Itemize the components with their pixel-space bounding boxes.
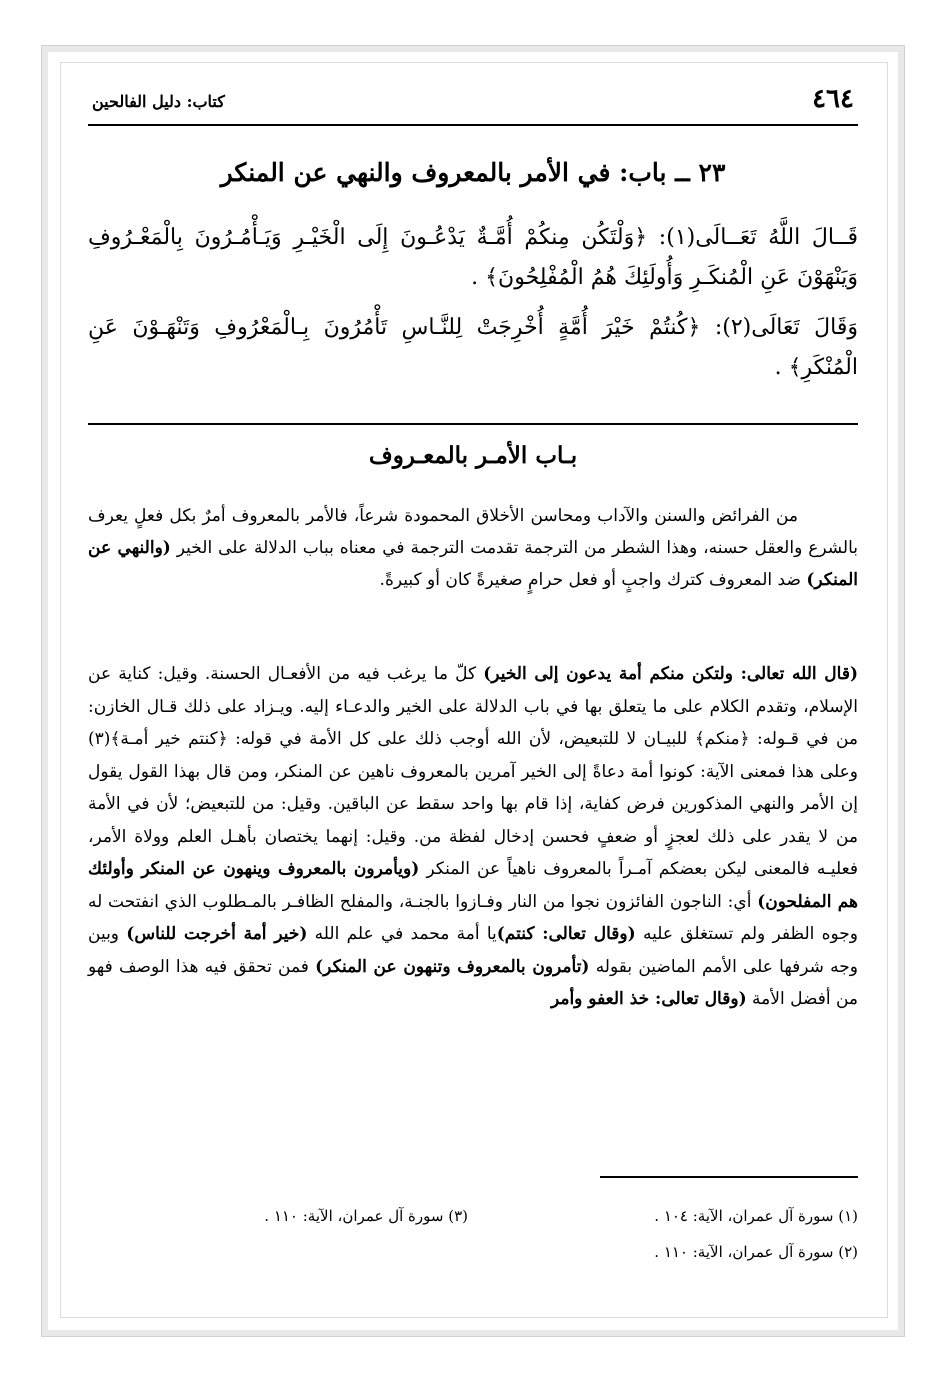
commentary-text-3: يا أمة محمد في علم الله	[314, 924, 497, 944]
page-number: ٤٦٤	[812, 84, 854, 114]
footnote-row	[88, 1234, 858, 1270]
intro-bold: (والنهي عن المنكر)	[88, 538, 858, 590]
quran-verse-2: وَقَالَ تَعَالَى(٢): ﴿كُنتُمْ خَيْرَ أُمَّةٍ أُخْرِجَتْ لِلنَّـاسِ تَأْمُرُونَ بِـالْمَعْرُوفِ وَتَنْهَـوْنَ عَنِ الْمُنْكَرِ﴾ .	[88, 315, 858, 380]
intro-paragraph	[88, 500, 858, 596]
footnotes	[88, 1198, 858, 1270]
chapter-title: ٢٣ ــ باب: في الأمر بالمعروف والنهي عن المنكر	[220, 158, 726, 187]
footnote-1: (١) سورة آل عمران، الآية: ١٠٤ .	[654, 1207, 858, 1225]
commentary-bold-3: (وقال تعالى: كنتم)	[496, 924, 636, 944]
commentary-text-5: فمن تحقق فيه هذا الوصف فهو من أفضل الأمة	[88, 956, 858, 1009]
intro-text-1: من الفرائض والسنن والآداب ومحاسن الأخلاق المحمودة شرعاً، فالأمر بالمعروف أمرٌ بكل فعلٍ يعرف بالشرع والعقل حسنه، وهذا الشطر من الترجمة تقدمت الترجمة في معناه بباب الدلالة على الخير	[88, 506, 859, 558]
commentary-paragraph	[88, 658, 858, 1016]
commentary-text-4: وبين وجه شرفها على الأمم الماضين بقوله	[88, 924, 858, 977]
footnote-divider	[600, 1176, 858, 1178]
commentary-text-1: كلّ ما يرغب فيه من الأفعـال الحسنة. وقيل: كناية عن الإسلام، وتقدم الكلام على ما يتعلق بها في باب الدلالة على الخير والدعـاء إليه. ويـزاد على ذلك قـال الخازن: من في قـوله: ﴿منكم﴾ للبيـان لا للتبعيض، لأن الله أوجب ذلك على كل الأمة في قوله: ﴿كنتم خير أمـة﴾(٣) وعلى هذا فمعنى الآية: كونوا أمة دعاةً إلى الخير آمرين بالمعروف ناهين عن المنكر، ومن قال بهذا القول يقول إن الأمر والنهي المذكورين فرض كفاية، إذا قام بها واحد سقط عن الباقين. وقيل: من للتبعيض؛ لأن في الأمة من لا يقدر على ذلك لعجزٍ أو ضعفٍ فحسن إدخال لفظة من. وقيل: إنهما يختصان بأهـل العلم وولاة الأمر، فعليـه فالمعنى ليكن بعضكم آمـراً بالمعروف ناهياً عن المنكر	[88, 664, 859, 879]
commentary-bold-4: (خير أمة أخرجت للناس)	[126, 924, 308, 944]
running-header	[88, 80, 858, 126]
footnote-2: (٢) سورة آل عمران، الآية: ١١٠ .	[654, 1243, 858, 1261]
commentary-bold-6: (وقال تعالى: خذ العفو وأمر	[550, 989, 747, 1009]
book-title: كتاب: دليل الفالحين	[92, 92, 225, 111]
section-divider	[88, 423, 858, 425]
commentary-bold-1: (قال الله تعالى: ولتكن منكم أمة يدعون إلى الخير)	[483, 664, 858, 684]
commentary-text-2: أي: الناجون الفائزون نجوا من النار وفـازوا بالجنـة، والمفلح الظافـر بالمـطلوب الذي انفتحت له وجوه الظفر ولم تستغلق عليه	[88, 891, 859, 944]
section-title: بـاب الأمـر بالمعـروف	[368, 442, 578, 469]
quran-verse-1: قَــالَ اللَّهُ تَعَــالَى(١): ﴿وَلْتَكُن مِنكُمْ أُمَّـةٌ يَدْعُـونَ إِلَى الْخَيْـرِ وَيَـأْمُـرُونَ بِالْمَعْـرُوفِ وَيَنْهَوْنَ عَنِ الْمُنكَـرِ وَأُولَئِكَ هُمُ الْمُفْلِحُونَ﴾ .	[88, 225, 858, 290]
commentary-bold-5: (تأمرون بالمعروف وتنهون عن المنكر)	[315, 956, 590, 977]
commentary-bold-2: (ويأمرون بالمعروف وينهون عن المنكر وأولئك هم المفلحون)	[88, 859, 858, 912]
document-page	[88, 80, 858, 1260]
footnote-3: (٣) سورة آل عمران، الآية: ١١٠ .	[264, 1207, 468, 1225]
intro-text-2: ضد المعروف كترك واجبٍ أو فعل حرامٍ صغيرةً كان أو كبيرةً.	[379, 570, 801, 590]
footnote-row	[88, 1198, 858, 1234]
